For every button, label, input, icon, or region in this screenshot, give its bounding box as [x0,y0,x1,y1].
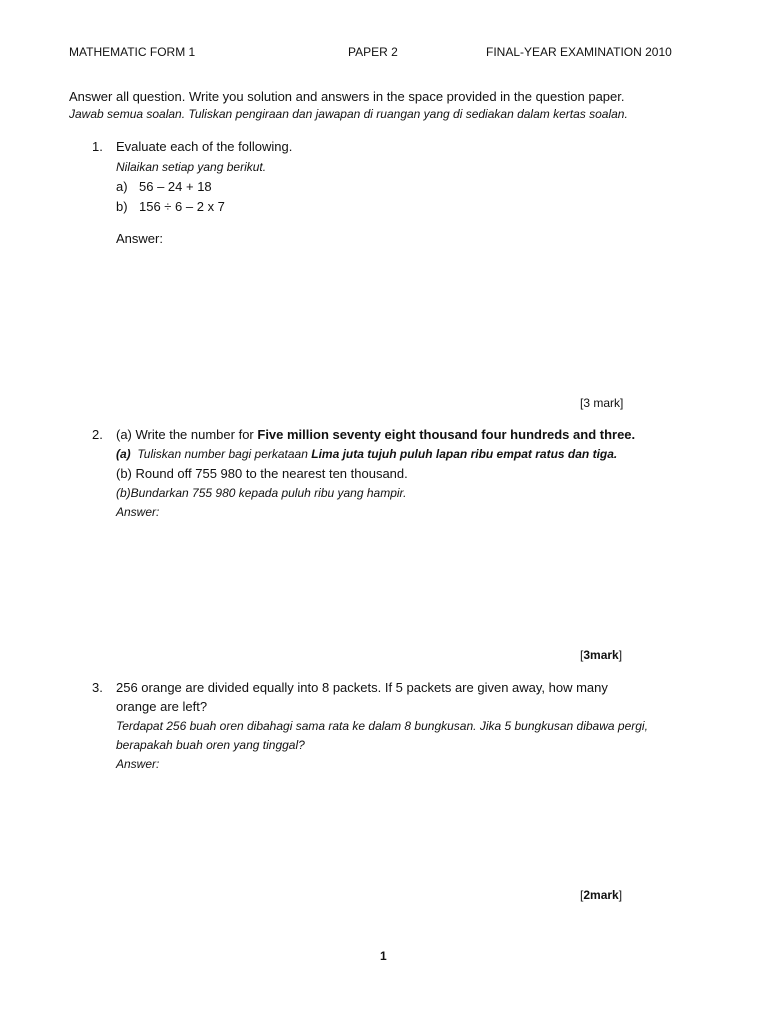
q3-answer-label: Answer: [116,757,160,771]
q3-malay-line1: Terdapat 256 buah oren dibahagi sama rata ke dalam 8 bungkusan. Jika 5 bungkusan dibawa pergi, [116,719,648,733]
q3-marks [580,888,622,902]
q1-part-a-label: a) [116,179,128,194]
header-exam: FINAL-YEAR EXAMINATION 2010 [486,45,672,59]
q2-marks-bold: 3mark [583,648,619,662]
q2-a-malay-bold: Lima juta tujuh puluh lapan ribu empat ratus dan tiga. [311,447,618,461]
q1-part-b-label: b) [116,199,128,214]
q2-marks [580,648,622,662]
q2-a-bold: Five million seventy eight thousand four hundreds and three. [257,427,636,442]
q2-marks-close: ] [618,648,623,662]
q2-a-prefix: (a) Write the number for [116,427,258,442]
header-subject: MATHEMATIC FORM 1 [69,45,196,59]
q3-malay-line2: berapakah buah oren yang tinggal? [116,738,305,752]
page-number: 1 [380,949,387,963]
q1-answer-label: Answer: [116,231,163,246]
q2-b-english: (b) Round off 755 980 to the nearest ten thousand. [116,466,408,481]
q2-b-malay: (b)Bundarkan 755 980 kepada puluh ribu yang hampir. [116,486,407,500]
instructions-malay: Jawab semua soalan. Tuliskan pengiraan dan jawapan di ruangan yang di sediakan dalam kertas soalan. [69,107,628,121]
header-paper: PAPER 2 [348,45,398,59]
q1-number: 1. [92,139,103,154]
q2-number: 2. [92,427,103,442]
instructions-english: Answer all question. Write you solution and answers in the space provided in the question paper. [69,89,625,104]
q2-a-malay-prefix: Tuliskan number bagi perkataan [137,447,312,461]
q1-malay: Nilaikan setiap yang berikut. [116,160,267,174]
q3-english-line1: 256 orange are divided equally into 8 packets. If 5 packets are given away, how many [116,680,608,695]
q1-english: Evaluate each of the following. [116,139,293,154]
q2-a-english [116,427,635,442]
q2-answer-label: Answer: [116,505,160,519]
q3-number: 3. [92,680,103,695]
q1-marks: [3 mark] [580,396,624,410]
q2-a-malay [116,447,617,461]
q2-marks-open: [ [580,648,584,662]
q1-part-a-text: 56 – 24 + 18 [139,179,212,194]
q2-a-malay-label: (a) [116,447,131,461]
q3-marks-close: ] [618,888,623,902]
q3-english-line2: orange are left? [116,699,208,714]
q3-marks-open: [ [580,888,584,902]
q3-marks-bold: 2mark [583,888,619,902]
q1-part-b-text: 156 ÷ 6 – 2 x 7 [139,199,225,214]
